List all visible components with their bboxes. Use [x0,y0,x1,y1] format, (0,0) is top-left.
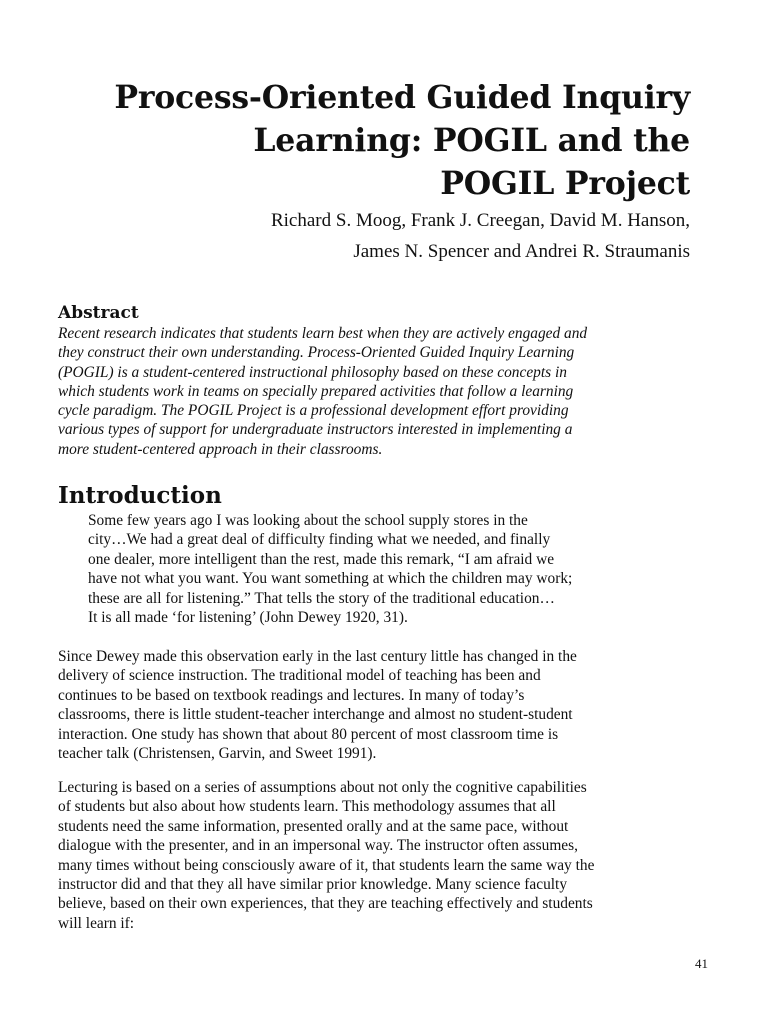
body-paragraph-2 [58,778,698,933]
paragraph-line: instructor did and that they all have similar prior knowledge. Many science faculty [58,876,568,894]
paragraph-line: dialogue with the presenter, and in an impersonal way. The instructor often assumes, [58,837,578,855]
paragraph-line: delivery of science instruction. The traditional model of teaching has been and [58,667,541,685]
title-line: Process-Oriented Guided Inquiry [114,79,690,116]
introduction-heading: Introduction [58,482,222,509]
quote-line: Some few years ago I was looking about the school supply stores in the [88,512,528,529]
abstract-line: cycle paradigm. The POGIL Project is a professional development effort providing [58,402,569,420]
paragraph-line: believe, based on their own experiences, that they are teaching effectively and students [58,895,593,913]
paragraph-line: will learn if: [58,914,135,932]
author-list [70,205,690,267]
quote-line: these are all for listening.” That tells the story of the traditional education… [88,589,555,607]
title-line: POGIL Project [440,165,690,202]
body-paragraph-1 [58,647,698,763]
abstract-line: more student-centered approach in their classrooms. [58,440,383,458]
abstract-line: various types of support for undergraduate instructors interested in implementing a [58,421,573,439]
paragraph-line: Since Dewey made this observation early in the last century little has changed in the [58,648,577,665]
quote-line: have not what you want. You want something at which the children may work; [88,570,573,588]
paper-title [70,76,690,205]
quote-line: city…We had a great deal of difficulty finding what we needed, and finally [88,531,551,549]
author-line: James N. Spencer and Andrei R. Straumanis [353,241,690,262]
paragraph-line: many times without being consciously aware of it, that students learn the same way the [58,856,595,874]
quote-line: It is all made ‘for listening’ (John Dewey 1920, 31). [88,609,408,627]
title-line: Learning: POGIL and the [253,122,690,159]
paragraph-line: classrooms, there is little student-teacher interchange and almost no student-student [58,706,573,724]
paragraph-line: continues to be based on textbook readings and lectures. In many of today’s [58,686,525,704]
abstract-line: they construct their own understanding. Process-Oriented Guided Inquiry Learning [58,344,575,362]
paragraph-line: interaction. One study has shown that about 80 percent of most classroom time is [58,725,559,743]
abstract-line: (POGIL) is a student-centered instructional philosophy based on these concepts in [58,363,567,381]
abstract-text [58,324,698,459]
paragraph-line: of students but also about how students learn. This methodology assumes that all [58,798,556,816]
abstract-line: which students work in teams on specially prepared activities that follow a learning [58,382,574,400]
author-line: Richard S. Moog, Frank J. Creegan, David M. Hanson, [270,210,690,231]
paragraph-line: Lecturing is based on a series of assumptions about not only the cognitive capabilities [58,779,587,796]
paragraph-line: students need the same information, presented orally and at the same pace, without [58,817,569,835]
quote-line: one dealer, more intelligent than the rest, made this remark, “I am afraid we [88,550,555,568]
page-number: 41 [695,956,708,971]
dewey-quote [88,511,688,627]
abstract-line: Recent research indicates that students learn best when they are actively engaged and [58,325,588,342]
paragraph-line: teacher talk (Christensen, Garvin, and Sweet 1991). [58,745,377,763]
abstract-heading: Abstract [58,303,139,323]
